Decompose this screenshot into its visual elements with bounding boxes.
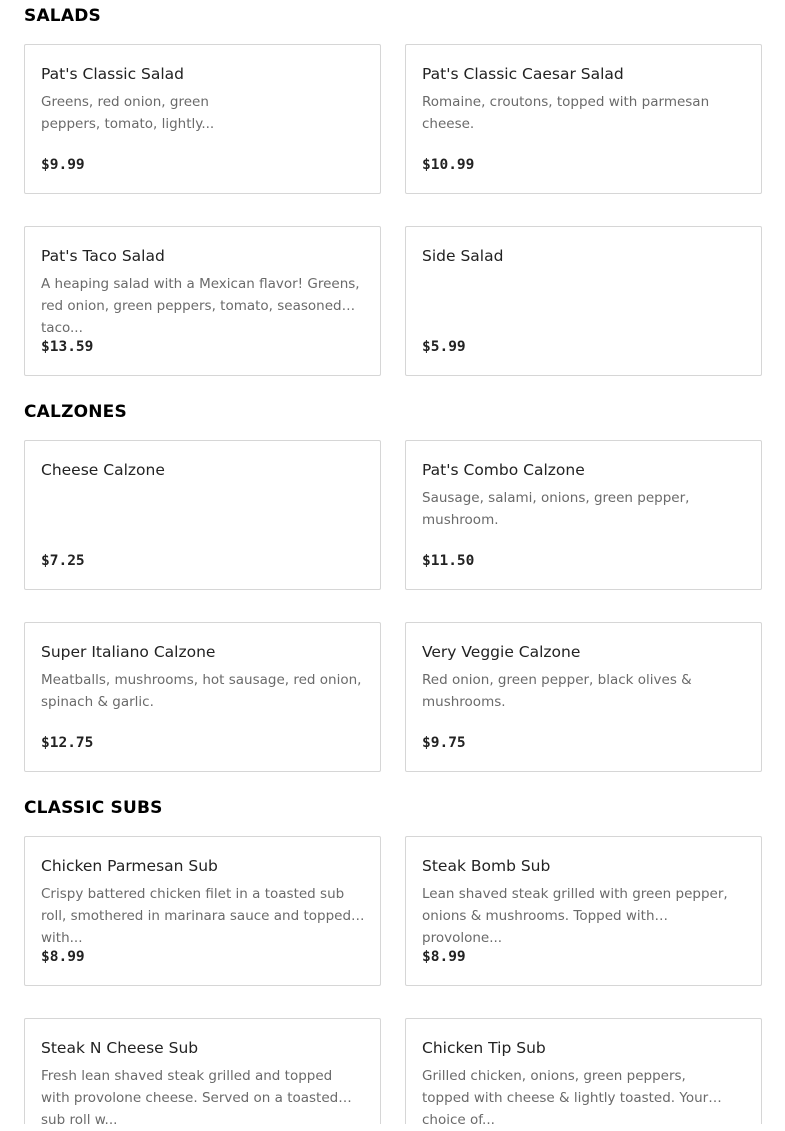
section-title-classic-subs: CLASSIC SUBS	[24, 798, 163, 818]
item-price: $8.99	[422, 949, 466, 965]
item-description: Sausage, salami, onions, green pepper, mushroom.	[422, 490, 690, 528]
item-price: $9.75	[422, 735, 466, 751]
item-name: Pat's Classic Caesar Salad	[422, 65, 624, 83]
item-price: $7.25	[41, 553, 85, 569]
item-description: Romaine, croutons, topped with parmesan cheese.	[422, 94, 710, 132]
menu-item-card[interactable]	[405, 622, 762, 772]
item-description: A heaping salad with a Mexican flavor! Greens, red onion, green peppers, tomato, seasoned taco...	[41, 276, 360, 336]
item-description: Lean shaved steak grilled with green pepper, onions & mushrooms. Topped with provolone...	[422, 886, 728, 946]
item-price: $11.50	[422, 553, 475, 569]
item-name: Pat's Taco Salad	[41, 247, 165, 265]
item-description: Red onion, green pepper, black olives & mushrooms.	[422, 672, 692, 710]
item-price: $8.99	[41, 949, 85, 965]
menu-item-card[interactable]	[24, 44, 381, 194]
item-name: Chicken Tip Sub	[422, 1039, 546, 1057]
section-title-calzones: CALZONES	[24, 402, 127, 422]
item-name: Steak N Cheese Sub	[41, 1039, 199, 1057]
menu-item-card[interactable]	[405, 836, 762, 986]
item-name: Side Salad	[422, 247, 504, 265]
item-price: $10.99	[422, 157, 475, 173]
item-price: $5.99	[422, 339, 466, 355]
item-name: Very Veggie Calzone	[422, 643, 581, 661]
menu-item-card[interactable]	[24, 440, 381, 590]
item-description: Grilled chicken, onions, green peppers, topped with cheese & lightly toasted. Your choice of...	[422, 1068, 709, 1128]
item-name: Steak Bomb Sub	[422, 857, 551, 875]
menu-item-card[interactable]	[405, 226, 762, 376]
menu-item-card[interactable]	[24, 622, 381, 772]
menu-item-card[interactable]	[405, 44, 762, 194]
menu-item-card[interactable]	[24, 1018, 381, 1128]
item-name: Chicken Parmesan Sub	[41, 857, 218, 875]
section-title-salads: SALADS	[24, 6, 101, 26]
item-description: Crispy battered chicken filet in a toasted sub roll, smothered in marinara sauce and topped with...	[41, 886, 352, 946]
item-description: Greens, red onion, green peppers, tomato, lightly...	[41, 94, 215, 132]
item-price: $12.75	[41, 735, 94, 751]
item-description: Meatballs, mushrooms, hot sausage, red onion, spinach & garlic.	[41, 672, 362, 710]
item-price: $9.99	[41, 157, 85, 173]
item-name: Cheese Calzone	[41, 461, 165, 479]
item-name: Pat's Classic Salad	[41, 65, 185, 83]
menu-item-card[interactable]	[405, 1018, 762, 1128]
item-price: $13.59	[41, 339, 94, 355]
menu-item-card[interactable]	[405, 440, 762, 590]
item-description: Fresh lean shaved steak grilled and topped with provolone cheese. Served on a toasted sub roll w...	[41, 1068, 339, 1128]
menu-item-card[interactable]	[24, 836, 381, 986]
item-name: Pat's Combo Calzone	[422, 461, 585, 479]
item-name: Super Italiano Calzone	[41, 643, 216, 661]
menu-item-card[interactable]	[24, 226, 381, 376]
